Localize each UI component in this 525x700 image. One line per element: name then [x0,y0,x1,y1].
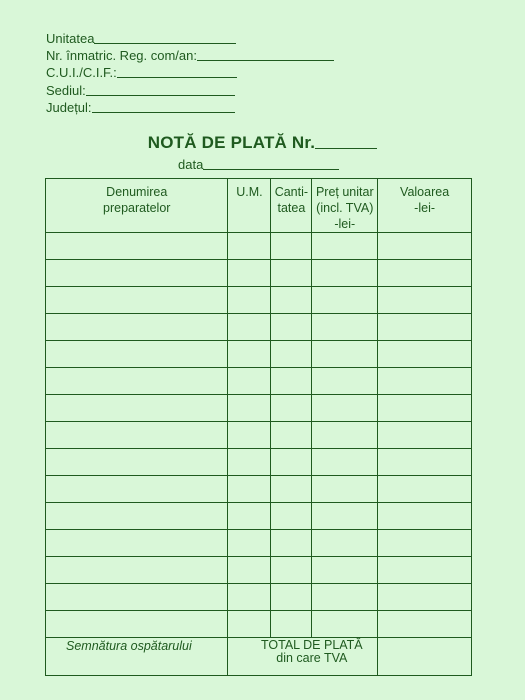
seat-label: Sediul: [46,82,86,98]
cell-unit[interactable] [228,395,271,422]
cell-value[interactable] [378,611,472,638]
cell-unit[interactable] [228,449,271,476]
cell-product-name[interactable] [46,584,228,611]
cell-quantity[interactable] [271,341,312,368]
cell-quantity[interactable] [271,449,312,476]
cell-value[interactable] [378,449,472,476]
cell-product-name[interactable] [46,503,228,530]
cell-product-name[interactable] [46,233,228,260]
cell-unit-price[interactable] [312,611,378,638]
cell-value[interactable] [378,530,472,557]
cell-product-name[interactable] [46,260,228,287]
cell-quantity[interactable] [271,422,312,449]
signature-label: Semnătura ospătarului [66,639,192,653]
table-row [46,557,472,584]
cell-product-name[interactable] [46,611,228,638]
cell-unit-price[interactable] [312,530,378,557]
waiter-signature-cell[interactable] [46,638,228,676]
table-row [46,260,472,287]
cell-value[interactable] [378,260,472,287]
cell-quantity[interactable] [271,503,312,530]
cell-unit-price[interactable] [312,422,378,449]
cell-unit[interactable] [228,476,271,503]
county-field [46,99,334,116]
reg-field [46,47,334,64]
total-label-cell [228,638,378,676]
cell-value[interactable] [378,341,472,368]
column-header-line: Valoarea [400,185,450,199]
cell-product-name[interactable] [46,449,228,476]
column-header-line: Denumirea [106,185,168,199]
county-label: Județul: [46,99,92,115]
date-blank[interactable] [203,157,339,170]
cell-unit-price[interactable] [312,233,378,260]
cell-product-name[interactable] [46,422,228,449]
cell-quantity[interactable] [271,611,312,638]
cell-value[interactable] [378,314,472,341]
cell-unit-price[interactable] [312,449,378,476]
column-header-product-name [46,179,228,233]
total-label: TOTAL DE PLATĂ [261,638,363,652]
cell-quantity[interactable] [271,260,312,287]
header-fields [46,30,334,116]
cell-quantity[interactable] [271,314,312,341]
cell-quantity[interactable] [271,530,312,557]
cell-unit[interactable] [228,611,271,638]
cell-product-name[interactable] [46,341,228,368]
cell-unit[interactable] [228,503,271,530]
cell-unit[interactable] [228,341,271,368]
cell-unit[interactable] [228,422,271,449]
cell-quantity[interactable] [271,476,312,503]
document-title [0,133,525,153]
table-row [46,422,472,449]
table-footer-row [46,638,472,676]
cell-value[interactable] [378,476,472,503]
cell-unit-price[interactable] [312,314,378,341]
cell-quantity[interactable] [271,395,312,422]
cell-unit[interactable] [228,233,271,260]
column-header-line: -lei- [414,201,436,215]
column-header-line: tatea [277,201,306,215]
cell-quantity[interactable] [271,584,312,611]
cell-unit-price[interactable] [312,260,378,287]
cell-quantity[interactable] [271,287,312,314]
cell-unit-price[interactable] [312,476,378,503]
table-row [46,233,472,260]
cell-value[interactable] [378,503,472,530]
unit-blank[interactable] [94,31,236,44]
table-row [46,584,472,611]
cell-unit-price[interactable] [312,368,378,395]
number-blank[interactable] [315,134,377,149]
cell-product-name[interactable] [46,476,228,503]
cell-unit-price[interactable] [312,341,378,368]
table-row [46,368,472,395]
table-row [46,611,472,638]
table-row [46,395,472,422]
column-header-quantity [271,179,312,233]
cell-quantity[interactable] [271,368,312,395]
cell-product-name[interactable] [46,368,228,395]
cell-unit-price[interactable] [312,287,378,314]
cell-product-name[interactable] [46,287,228,314]
table-row [46,449,472,476]
cell-value[interactable] [378,422,472,449]
column-header-line: U.M. [236,185,263,199]
unit-field [46,30,334,47]
table-row [46,503,472,530]
column-header-line: (incl. TVA) [316,201,374,215]
cell-unit[interactable] [228,368,271,395]
unit-label: Unitatea [46,31,95,46]
items-table [45,178,472,676]
total-value-cell[interactable] [378,638,472,676]
cell-unit[interactable] [228,314,271,341]
cell-unit[interactable] [228,287,271,314]
cell-unit[interactable] [228,557,271,584]
cell-quantity[interactable] [271,233,312,260]
title-text: NOTĂ DE PLATĂ Nr. [147,133,316,152]
table-header-row [46,179,472,233]
column-header-value [378,179,472,233]
date-field [178,157,339,172]
cell-product-name[interactable] [46,530,228,557]
cell-value[interactable] [378,287,472,314]
column-header-line: -lei- [334,217,356,231]
seat-blank[interactable] [86,83,235,96]
table-row [46,314,472,341]
column-header-unit [228,179,271,233]
column-header-unit-price [312,179,378,233]
cell-product-name[interactable] [46,314,228,341]
cell-product-name[interactable] [46,557,228,584]
cell-product-name[interactable] [46,395,228,422]
cui-blank[interactable] [117,65,237,78]
cell-value[interactable] [378,233,472,260]
cell-unit[interactable] [228,530,271,557]
cell-unit[interactable] [228,584,271,611]
cell-unit-price[interactable] [312,503,378,530]
seat-field [46,82,334,99]
cell-value[interactable] [378,395,472,422]
cell-value[interactable] [378,368,472,395]
column-header-line: preparatelor [103,201,171,215]
table-row [46,287,472,314]
cell-unit-price[interactable] [312,395,378,422]
column-header-line: Canti- [274,185,309,199]
vat-label: din care TVA [276,651,348,665]
cui-field [46,64,334,81]
cell-value[interactable] [378,557,472,584]
table-row [46,476,472,503]
reg-label: Nr. înmatric. Reg. com/an: [46,48,197,64]
cell-quantity[interactable] [271,557,312,584]
cell-unit[interactable] [228,260,271,287]
cell-unit-price[interactable] [312,584,378,611]
cui-label: C.U.I./C.I.F.: [46,65,117,81]
table-row [46,341,472,368]
reg-blank[interactable] [197,48,334,61]
county-blank[interactable] [92,100,235,113]
cell-value[interactable] [378,584,472,611]
cell-unit-price[interactable] [312,557,378,584]
date-label: data [178,157,204,172]
table-row [46,530,472,557]
column-header-line: Preț unitar [315,185,374,199]
